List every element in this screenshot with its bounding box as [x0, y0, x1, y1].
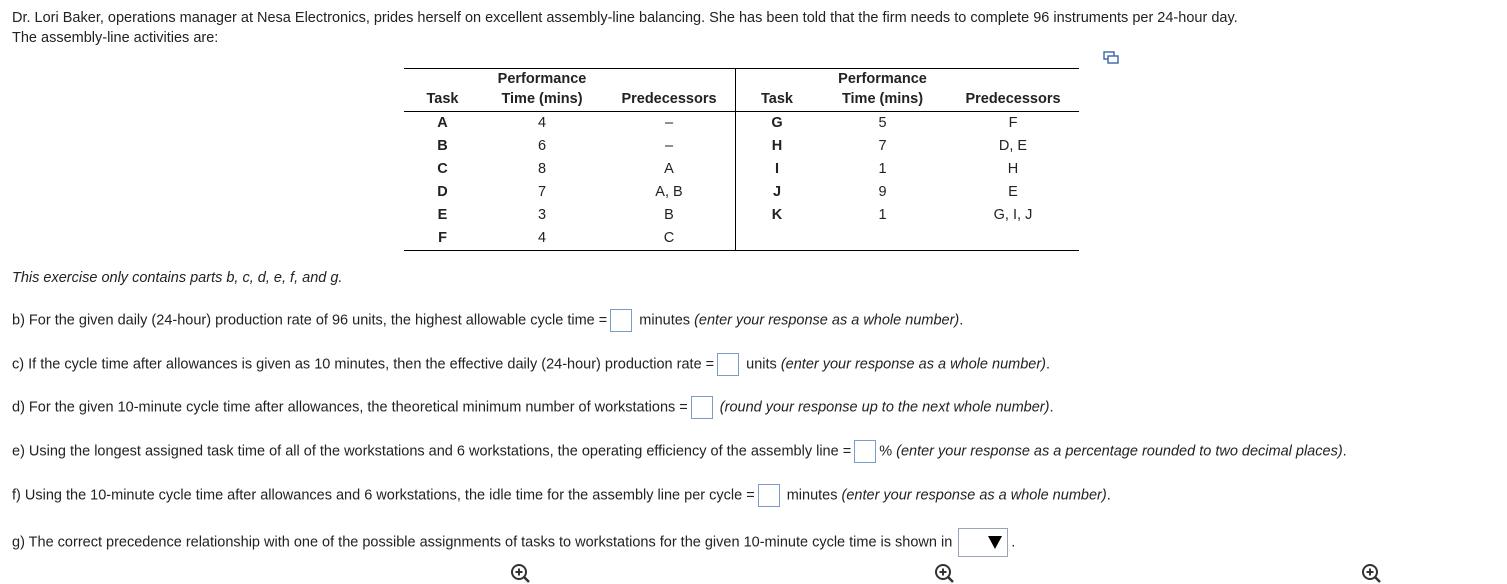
task-cell: I — [774, 161, 780, 177]
task-cell: E — [437, 207, 448, 223]
question-f: f) Using the 10-minute cycle time after allowances and 6 workstations, the idle time for the assembly line per cycle = minutes (enter your response as a whole number). — [12, 484, 1111, 507]
time-cell — [818, 227, 947, 251]
time-cell: 4 — [537, 230, 547, 246]
zoom-in-icon[interactable] — [1360, 562, 1382, 584]
time-cell: 1 — [878, 161, 887, 177]
exercise-note: This exercise only contains parts b, c, d, e, f, and g. — [12, 270, 343, 286]
task-cell: F — [438, 230, 447, 246]
time-cell: 7 — [878, 138, 887, 154]
predecessors-cell: A, B — [603, 181, 736, 204]
time-cell: 5 — [878, 115, 887, 131]
predecessors-cell: D, E — [998, 138, 1028, 154]
problem-statement — [12, 8, 1238, 48]
question-d: d) For the given 10-minute cycle time after allowances, the theoretical minimum number of workstations = (round your response up to the next whole number). — [12, 396, 1054, 419]
header-task: Task — [404, 69, 481, 112]
task-cell: D — [437, 184, 448, 200]
time-cell: 1 — [878, 207, 887, 223]
intro-line-1: Dr. Lori Baker, operations manager at Nesa Electronics, prides herself on excellent assembly-line balancing. She has been told that the firm needs to complete 96 instruments per 24-hour day. — [12, 10, 1238, 26]
time-cell: 6 — [537, 138, 547, 154]
time-cell: 4 — [537, 115, 547, 131]
answer-e-input[interactable] — [854, 440, 876, 463]
header-task-2: Task — [736, 69, 819, 112]
task-cell: K — [771, 207, 783, 223]
header-predecessors: Predecessors — [603, 69, 736, 112]
table-row — [404, 204, 1079, 227]
time-cell: 8 — [537, 161, 547, 177]
task-cell: G — [771, 115, 783, 131]
answer-f-input[interactable] — [758, 484, 780, 507]
predecessors-cell: B — [603, 204, 736, 227]
predecessors-cell: – — [603, 112, 736, 136]
dropdown-arrow-icon — [988, 536, 1002, 549]
task-table — [404, 68, 1079, 251]
predecessors-cell: E — [1008, 184, 1018, 200]
intro-line-2: The assembly-line activities are: — [12, 30, 219, 46]
predecessors-cell: F — [1008, 115, 1018, 131]
table-row — [404, 227, 1079, 251]
copy-table-icon[interactable] — [1103, 51, 1119, 65]
header-time: Performance Time (mins) — [481, 69, 603, 112]
question-c: c) If the cycle time after allowances is given as 10 minutes, then the effective daily (24-hour) production rate = units (enter your response as a whole number). — [12, 353, 1050, 376]
answer-b-input[interactable] — [610, 309, 632, 332]
table-row — [404, 158, 1079, 181]
task-cell: C — [437, 161, 448, 177]
task-cell: B — [437, 138, 448, 154]
predecessors-cell — [947, 227, 1079, 251]
task-cell: J — [772, 184, 782, 200]
table-row — [404, 181, 1079, 204]
table-row — [404, 135, 1079, 158]
task-cell — [736, 227, 819, 251]
time-cell: 9 — [878, 184, 887, 200]
predecessors-cell: H — [1007, 161, 1019, 177]
header-time-2: Performance Time (mins) — [818, 69, 947, 112]
zoom-in-icon[interactable] — [509, 562, 531, 584]
predecessors-cell: G, I, J — [993, 207, 1033, 223]
task-cell: A — [437, 115, 448, 131]
predecessors-cell: A — [603, 158, 736, 181]
answer-c-input[interactable] — [717, 353, 739, 376]
question-g: g) The correct precedence relationship with one of the possible assignments of tasks to workstations for the given 10-minute cycle time is shown in . — [12, 528, 1015, 557]
time-cell: 7 — [537, 184, 547, 200]
question-e: e) Using the longest assigned task time of all of the workstations and 6 workstations, the operating efficiency of the assembly line = % (enter your response as a percentage rounded to two decimal places). — [12, 440, 1347, 463]
predecessors-cell: – — [603, 135, 736, 158]
answer-g-dropdown[interactable] — [958, 528, 1008, 557]
time-cell: 3 — [537, 207, 547, 223]
answer-d-input[interactable] — [691, 396, 713, 419]
predecessors-cell: C — [603, 227, 736, 251]
zoom-in-icon[interactable] — [933, 562, 955, 584]
task-cell: H — [771, 138, 783, 154]
header-predecessors-2: Predecessors — [947, 69, 1079, 112]
question-b: b) For the given daily (24-hour) production rate of 96 units, the highest allowable cycle time = minutes (enter your response as a whole number). — [12, 309, 963, 332]
table-row — [404, 112, 1079, 136]
